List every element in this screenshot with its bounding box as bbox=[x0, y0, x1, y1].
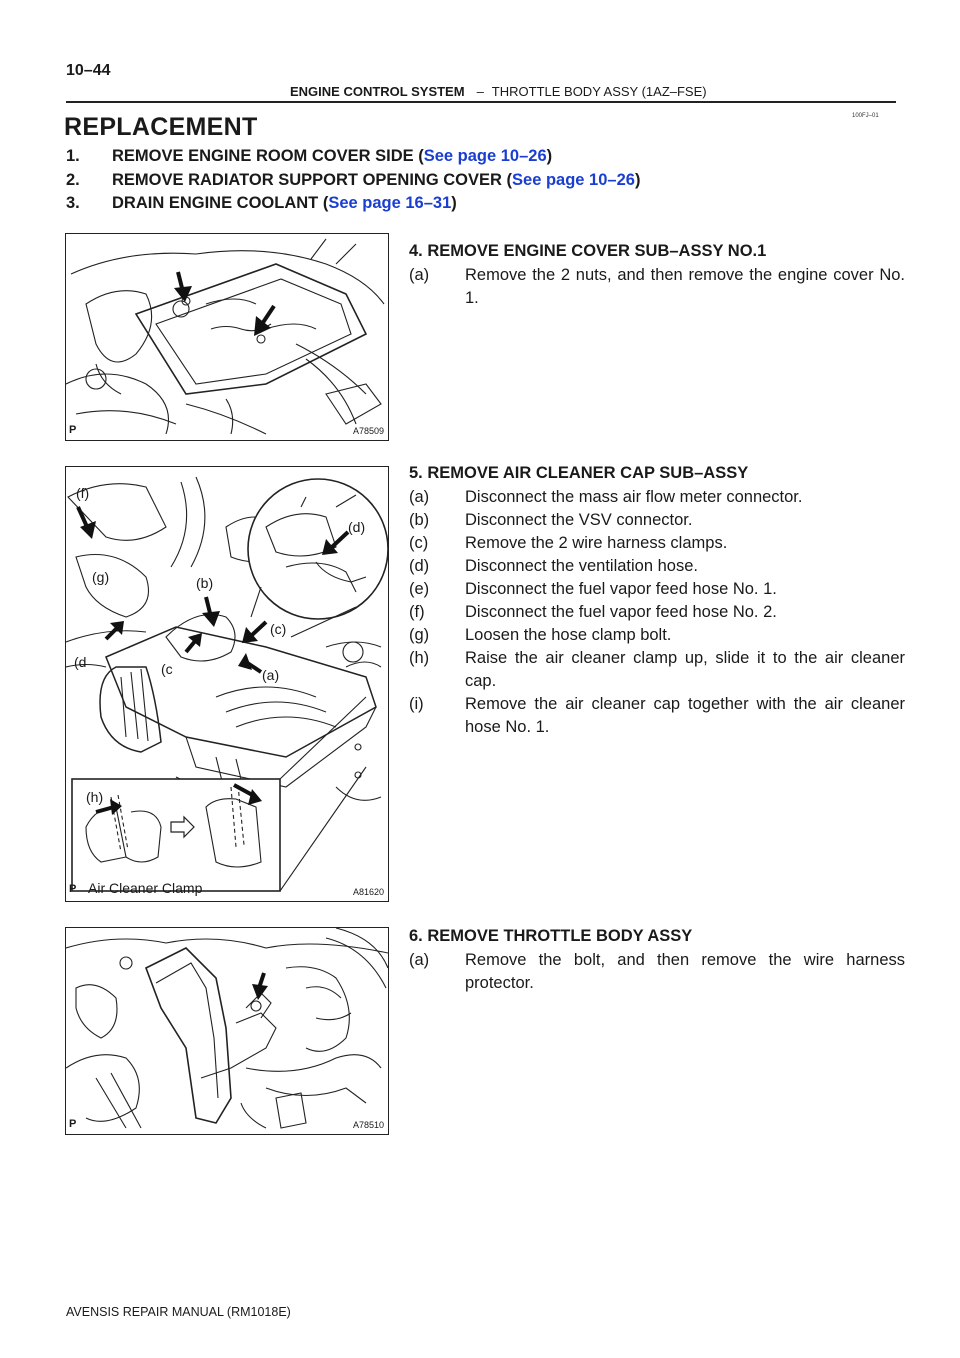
item-text: Loosen the hose clamp bolt. bbox=[465, 626, 672, 644]
item-text: Raise the air cleaner clamp up, slide it to the air cleaner cap. bbox=[465, 649, 905, 691]
step-5-item-e bbox=[409, 578, 909, 601]
callout-label-d: (d bbox=[74, 654, 87, 670]
figure-p-mark: P bbox=[69, 883, 77, 895]
step-4-heading: 4. REMOVE ENGINE COVER SUB–ASSY NO.1 bbox=[409, 242, 767, 260]
callout-label-c: (c) bbox=[270, 621, 287, 637]
item-text: Disconnect the VSV connector. bbox=[465, 511, 693, 529]
step-5-item-d bbox=[409, 555, 909, 578]
item-text: Disconnect the mass air flow meter connector. bbox=[465, 488, 803, 506]
step-number: 3. bbox=[66, 194, 80, 212]
figure-engine-cover bbox=[65, 233, 389, 441]
step-5-item-c bbox=[409, 532, 909, 555]
arrow-icon bbox=[252, 973, 268, 1000]
step-close: ) bbox=[634, 171, 641, 189]
figure-id: A81620 bbox=[353, 887, 385, 897]
header-rule bbox=[66, 101, 896, 103]
item-label: (f) bbox=[409, 603, 425, 621]
air-cleaner-illustration bbox=[66, 467, 388, 901]
item-label: (a) bbox=[409, 951, 430, 969]
step-number: 1. bbox=[66, 147, 80, 165]
step-text: DRAIN ENGINE COOLANT ( bbox=[112, 194, 329, 212]
figure-air-cleaner bbox=[65, 466, 389, 902]
step-5-item-b bbox=[409, 509, 909, 532]
item-label: (h) bbox=[409, 649, 430, 667]
step-6-heading: 6. REMOVE THROTTLE BODY ASSY bbox=[409, 927, 693, 945]
throttle-body-illustration bbox=[66, 928, 388, 1134]
item-text: Remove the 2 nuts, and then remove the engine cover No. 1. bbox=[465, 266, 905, 308]
see-page-link[interactable]: See page 10–26 bbox=[512, 171, 635, 189]
step-1 bbox=[66, 147, 552, 166]
step-number: 2. bbox=[66, 171, 80, 189]
inset-caption: Air Cleaner Clamp bbox=[88, 880, 203, 896]
figure-id: A78509 bbox=[353, 426, 385, 436]
step-text: REMOVE RADIATOR SUPPORT OPENING COVER ( bbox=[112, 171, 513, 189]
item-text: Remove the bolt, and then remove the wire harness protector. bbox=[465, 951, 905, 993]
figure-throttle-body bbox=[65, 927, 389, 1135]
callout-label-f: (f) bbox=[76, 485, 90, 501]
footer-manual-title: AVENSIS REPAIR MANUAL (RM1018E) bbox=[66, 1305, 291, 1319]
callout-label-a: (a) bbox=[262, 667, 280, 683]
doc-code: 100FJ–01 bbox=[852, 113, 879, 119]
step-5-item-f bbox=[409, 601, 909, 624]
step-5-item-g bbox=[409, 624, 909, 647]
header-separator: – bbox=[476, 84, 484, 99]
item-text: Disconnect the fuel vapor feed hose No. 1. bbox=[465, 580, 777, 598]
step-5-item-h bbox=[409, 647, 909, 693]
item-text: Disconnect the fuel vapor feed hose No. 2. bbox=[465, 603, 777, 621]
item-label: (c) bbox=[409, 534, 429, 552]
page-title: REPLACEMENT bbox=[64, 113, 258, 141]
running-header bbox=[290, 84, 707, 99]
page-number: 10–44 bbox=[66, 62, 111, 79]
see-page-link[interactable]: See page 16–31 bbox=[328, 194, 452, 212]
header-system: ENGINE CONTROL SYSTEM bbox=[290, 84, 465, 99]
callout-label-g: (g) bbox=[92, 569, 110, 585]
step-5-heading: 5. REMOVE AIR CLEANER CAP SUB–ASSY bbox=[409, 464, 749, 482]
item-text: Remove the air cleaner cap together with the air cleaner hose No. 1. bbox=[465, 695, 905, 737]
step-2 bbox=[66, 171, 640, 190]
step-text: REMOVE ENGINE ROOM COVER SIDE ( bbox=[112, 147, 424, 165]
see-page-link[interactable]: See page 10–26 bbox=[423, 147, 547, 165]
item-text: Remove the 2 wire harness clamps. bbox=[465, 534, 728, 552]
callout-label-b: (b) bbox=[196, 575, 214, 591]
step-close: ) bbox=[546, 147, 553, 165]
item-label: (d) bbox=[409, 557, 430, 575]
step-5-item-a bbox=[409, 486, 909, 509]
figure-p-mark: P bbox=[69, 424, 77, 436]
figure-id: A78510 bbox=[353, 1120, 385, 1130]
item-label: (g) bbox=[409, 626, 430, 644]
item-text: Disconnect the ventilation hose. bbox=[465, 557, 698, 575]
header-section: THROTTLE BODY ASSY (1AZ–FSE) bbox=[491, 84, 707, 99]
item-label: (a) bbox=[409, 488, 430, 506]
step-3 bbox=[66, 194, 457, 213]
callout-label-c-2: (c bbox=[161, 661, 173, 677]
item-label: (a) bbox=[409, 266, 430, 284]
engine-cover-illustration bbox=[66, 234, 388, 440]
callout-label-h: (h) bbox=[86, 789, 104, 805]
item-label: (e) bbox=[409, 580, 430, 598]
figure-p-mark: P bbox=[69, 1118, 77, 1130]
callout-label-d-inset: (d) bbox=[348, 519, 366, 535]
step-close: ) bbox=[451, 194, 457, 212]
step-5-item-i bbox=[409, 693, 909, 739]
item-label: (i) bbox=[409, 695, 424, 713]
item-label: (b) bbox=[409, 511, 430, 529]
